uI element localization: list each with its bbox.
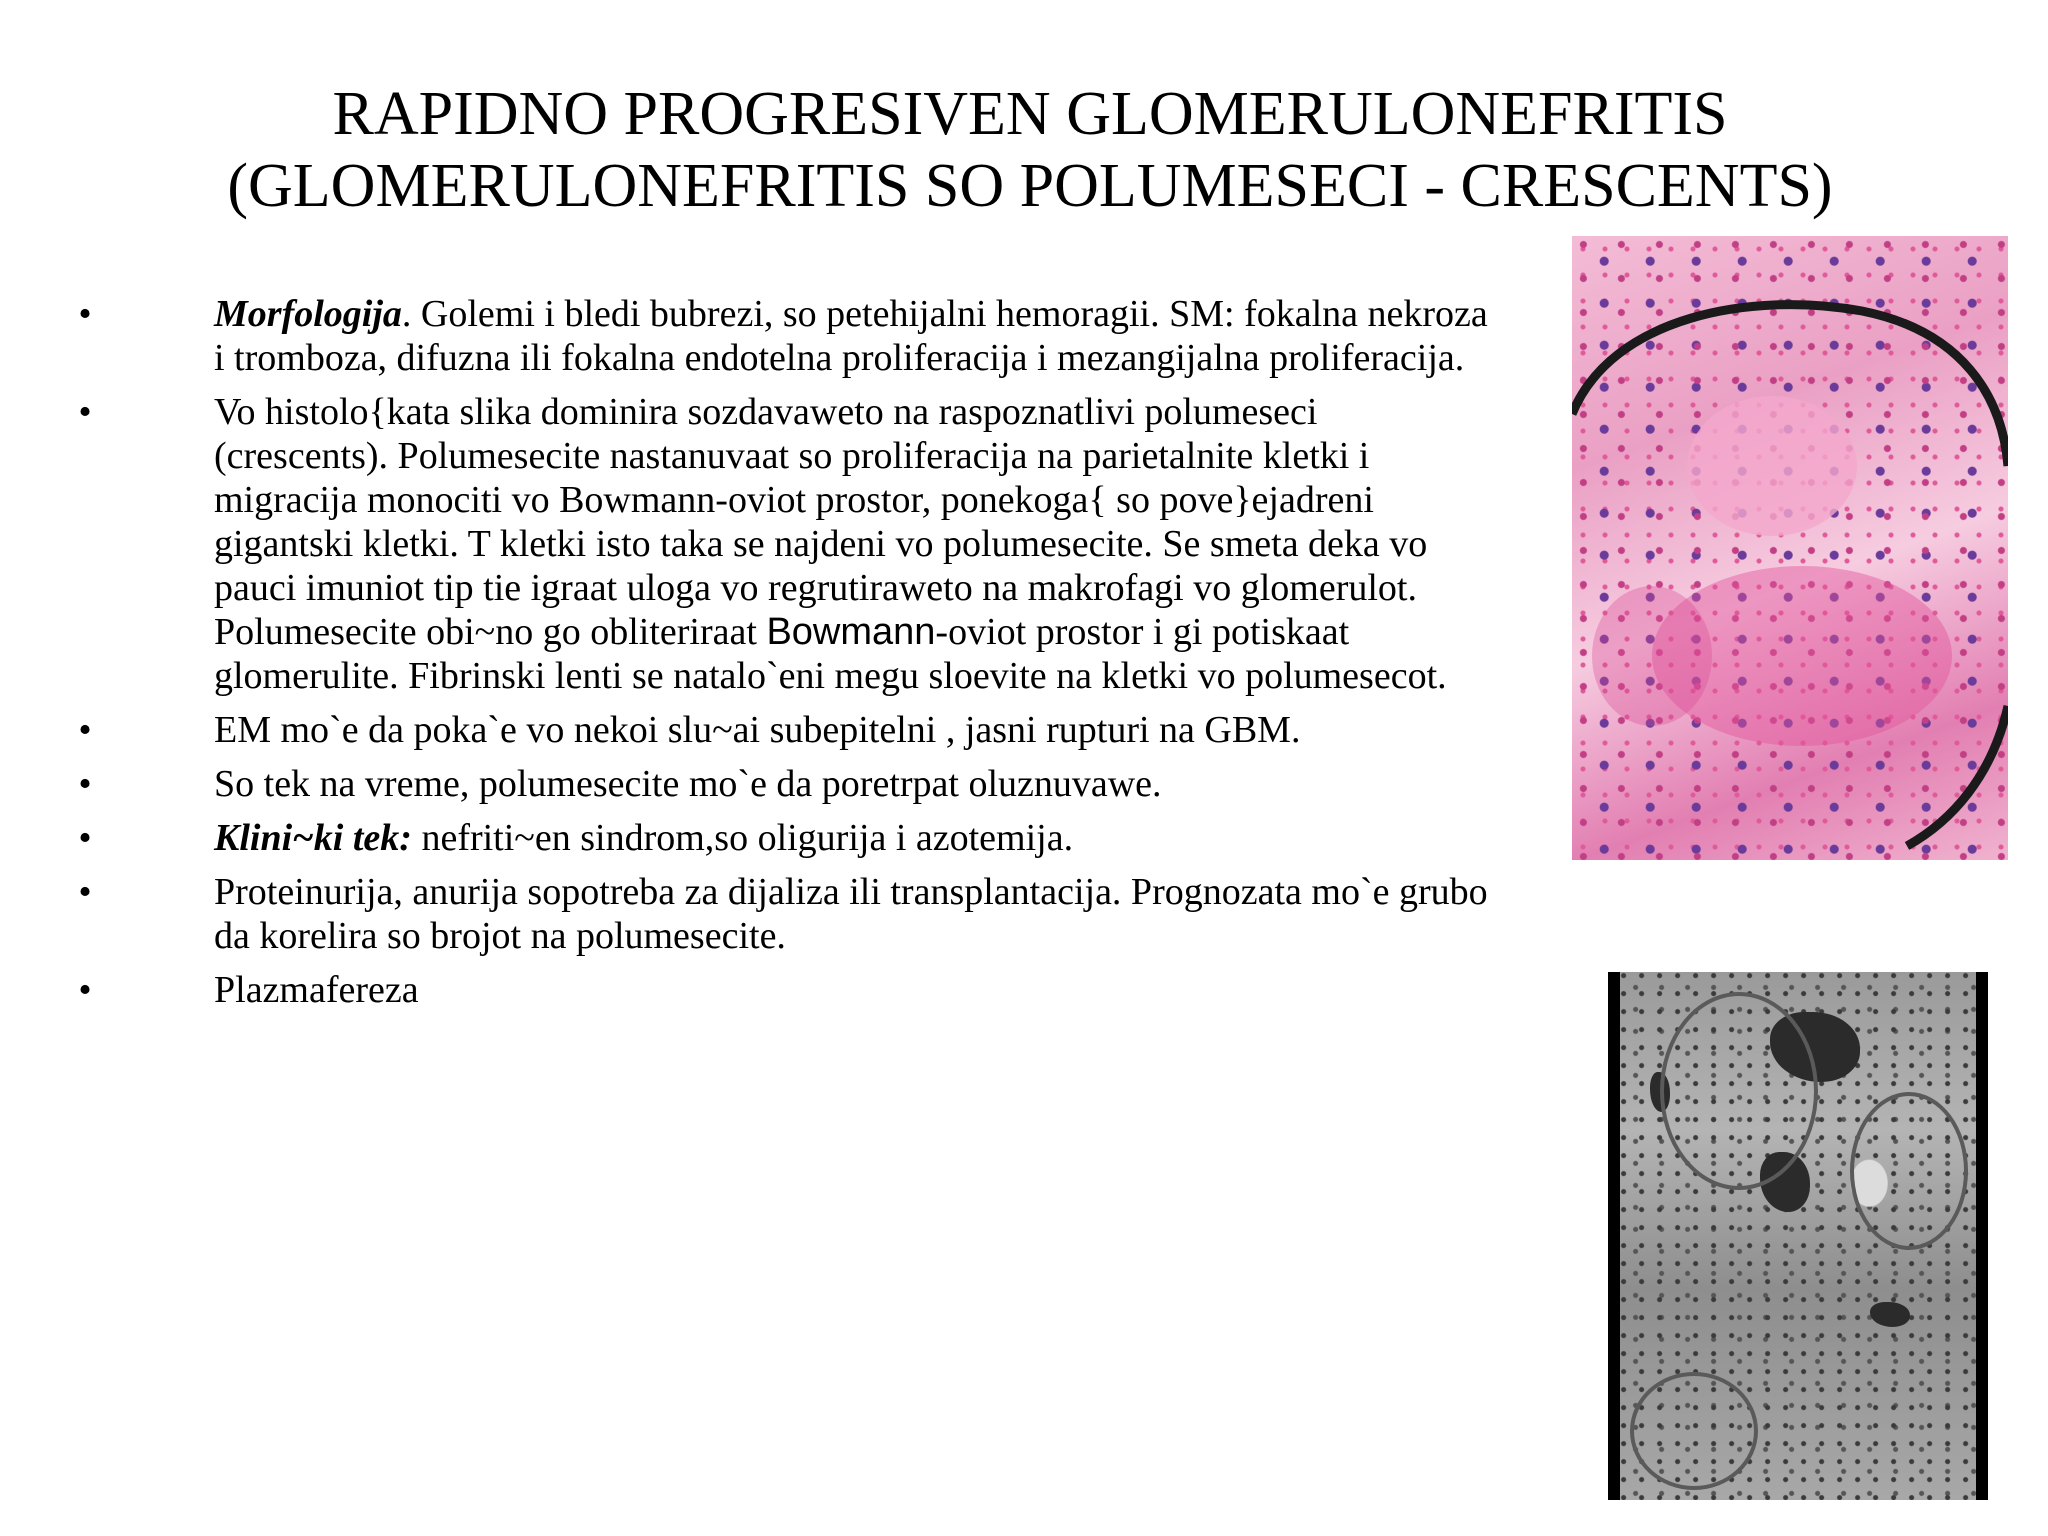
bullet-text-sans: Bowmann (766, 611, 936, 653)
bullet-text: Vo histolo{kata slika dominira sozdavaweto na raspoznatlivi polumeseci (crescents). Polumesecite nastanuvaat so proliferacija na parietalnite kletki i migracija monociti vo Bowmann-oviot prostor, ponekoga{ so pove}ejadreni gigantski kletki. T kletki isto taka se najdeni vo polumesecite. Se smeta deka vo pauci imuniot tip tie igraat uloga vo regrutiraweto na makrofagi vo glomerulot. Polumesecite obi~no go obliteriraat (214, 391, 1428, 653)
capillary-loop (1850, 1092, 1968, 1250)
bullet-lead: Morfologija (214, 293, 402, 335)
histology-image (1572, 236, 2008, 860)
bullet-marker: • (78, 763, 92, 805)
capillary-loop (1660, 992, 1818, 1190)
slide-title (80, 78, 1980, 222)
list-item (70, 870, 1500, 958)
list-item (70, 292, 1500, 380)
cell-nucleus (1870, 1302, 1910, 1327)
bullet-marker: • (78, 709, 92, 751)
bullet-marker: • (78, 969, 92, 1011)
bullet-text: -oviot prostor i gi potiskaat glomerulite. Fibrinski lenti se natalo`eni megu sloevite na kletki vo polumesecot. (214, 611, 1447, 697)
bullet-text: So tek na vreme, polumesecite mo`e da poretrpat oluznuvawe. (214, 763, 1162, 805)
list-item (70, 968, 1500, 1012)
title-line-1: RAPIDNO PROGRESIVEN GLOMERULONEFRITIS (332, 80, 1728, 148)
bullet-marker: • (78, 293, 92, 335)
bullet-marker: • (78, 817, 92, 859)
list-item (70, 816, 1500, 860)
bullet-lead: Klini~ki tek: (214, 817, 412, 859)
title-line-2: (GLOMERULONEFRITIS SO POLUMESECI - CRESCENTS) (227, 152, 1833, 220)
list-item (70, 708, 1500, 752)
crescent-outline (1572, 236, 2008, 860)
electron-micrograph-image (1608, 972, 1988, 1500)
bullet-text: . Golemi i bledi bubrezi, so petehijalni hemoragii. SM: fokalna nekroza i tromboza, difuzna ili fokalna endotelna proliferacija i mezangijalna proliferacija. (214, 293, 1488, 379)
list-item (70, 390, 1500, 698)
bullet-marker: • (78, 391, 92, 433)
micrograph-field (1620, 972, 1976, 1500)
capillary-loop (1630, 1372, 1758, 1490)
bullet-text: EM mo`e da poka`e vo nekoi slu~ai subepitelni , jasni rupturi na GBM. (214, 709, 1301, 751)
bullet-marker: • (78, 871, 92, 913)
list-item (70, 762, 1500, 806)
bullet-text: nefriti~en sindrom,so oligurija i azotemija. (411, 817, 1074, 859)
bullet-text: Plazmafereza (214, 969, 419, 1011)
bullet-list (70, 292, 1500, 1022)
bullet-text: Proteinurija, anurija sopotreba za dijaliza ili transplantacija. Prognozata mo`e grubo da korelira so brojot na polumesecite. (214, 871, 1488, 957)
